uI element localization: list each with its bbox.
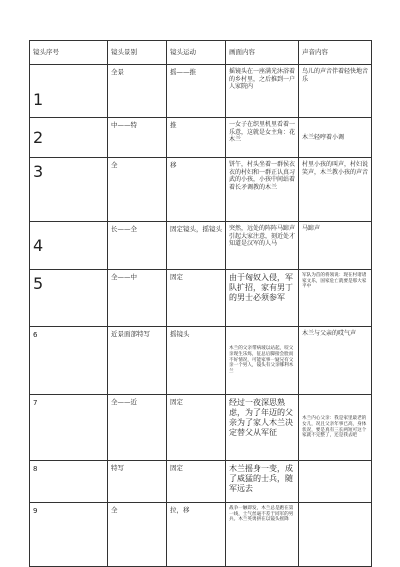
row-move: 固定: [167, 270, 226, 327]
row-move: 摇镜头: [167, 327, 226, 395]
row-move: 固定镜头，摇镜头: [167, 222, 226, 270]
row-sound: 木兰轻哼着小调: [299, 118, 372, 158]
row-shot: 近景面部特写: [108, 327, 167, 395]
row-move: 推: [167, 118, 226, 158]
header-shot-size: 镜头景别: [108, 41, 167, 65]
row-sound: 村里小孩的叫声，村妇说笑声，木兰教小孩的声音: [299, 158, 372, 222]
row-number: 2: [30, 118, 108, 158]
row-number: 6: [30, 327, 108, 395]
row-shot: 全景: [108, 65, 167, 118]
row-shot: 特写: [108, 461, 167, 503]
row-shot: 中——特: [108, 118, 167, 158]
row-picture: 饼午，村头坐着一群侯衣衣的村妇和一群正认真习武的小孩，小孩中间站着着长矛调教的木兰: [226, 158, 299, 222]
row-picture: 摇镜头在一座满光沐浴着的乡村里，之后推到一户人家院内: [226, 65, 299, 118]
header-camera-move: 镜头运动: [167, 41, 226, 65]
header-picture: 画面内容: [226, 41, 299, 65]
table-row: [30, 327, 372, 395]
row-number: 5: [30, 270, 108, 327]
row-sound: 木兰内心父亲：我是家里最老的女儿，况且父亲年事已高，身体状况，要是真有三长两短可这个家就不完整了，还是我去吧: [299, 395, 372, 461]
table-row: [30, 461, 372, 503]
row-shot: 全: [108, 503, 167, 567]
table-row: [30, 270, 372, 327]
row-picture: 突然，远处的阵阵马蹄声引起大家注意，刻近处才知道是汉军的人马: [226, 222, 299, 270]
row-shot: 长——全: [108, 222, 167, 270]
row-shot: 全——中: [108, 270, 167, 327]
row-picture: 木兰的父亲带病坡以站起，咬父亲现生乐烁，征总后脚接会脸而不好情况，可能家事一疑兄有父亲一个男人，镜头有父亲哪利木兰: [226, 327, 299, 395]
row-move: 拉，移: [167, 503, 226, 567]
row-sound: [299, 503, 372, 567]
table-row: [30, 503, 372, 567]
row-picture: 一女子在织里机里看着一乐意，这就是女主角：花木兰: [226, 118, 299, 158]
row-shot: 全: [108, 158, 167, 222]
row-move: 摇——推: [167, 65, 226, 118]
row-sound: 鸟儿的声音伴着轻快地音乐: [299, 65, 372, 118]
table-row: [30, 222, 372, 270]
row-move: 固定: [167, 395, 226, 461]
table-header-row: [30, 41, 372, 65]
row-number: 8: [30, 461, 108, 503]
table-row: [30, 65, 372, 118]
row-move: 固定: [167, 461, 226, 503]
row-picture: 战争一触即发，木兰总是跑在第一线，士气丝毫不差于同军的男兵。木兰英勇拼在以镜头摇降: [226, 503, 299, 567]
row-number: 3: [30, 158, 108, 222]
row-number: 4: [30, 222, 108, 270]
table-row: [30, 118, 372, 158]
row-number: 1: [30, 65, 108, 118]
row-sound: 马蹄声: [299, 222, 372, 270]
storyboard-table: [29, 40, 372, 567]
row-picture: 由于匈奴入侵，军队扩招，家有男丁的男士必须参军: [226, 270, 299, 327]
table-row: [30, 158, 372, 222]
row-number: 7: [30, 395, 108, 461]
row-picture: 经过一夜深思熟虑，为了年迈的父亲为了家人木兰决定替父从军征: [226, 395, 299, 461]
row-sound: 木兰与父亲的哎气声: [299, 327, 372, 395]
row-picture: 木兰摇身一变，成了威猛的士兵，随军远去: [226, 461, 299, 503]
header-sound: 声音内容: [299, 41, 372, 65]
table-row: [30, 395, 372, 461]
row-sound: 军队为首的将领说：现在村诸诸家文乐，国家危亡就要是那大家平中: [299, 270, 372, 327]
row-move: 移: [167, 158, 226, 222]
row-sound: [299, 461, 372, 503]
row-number: 9: [30, 503, 108, 567]
header-shot-number: 镜头序号: [30, 41, 108, 65]
row-shot: 全——近: [108, 395, 167, 461]
